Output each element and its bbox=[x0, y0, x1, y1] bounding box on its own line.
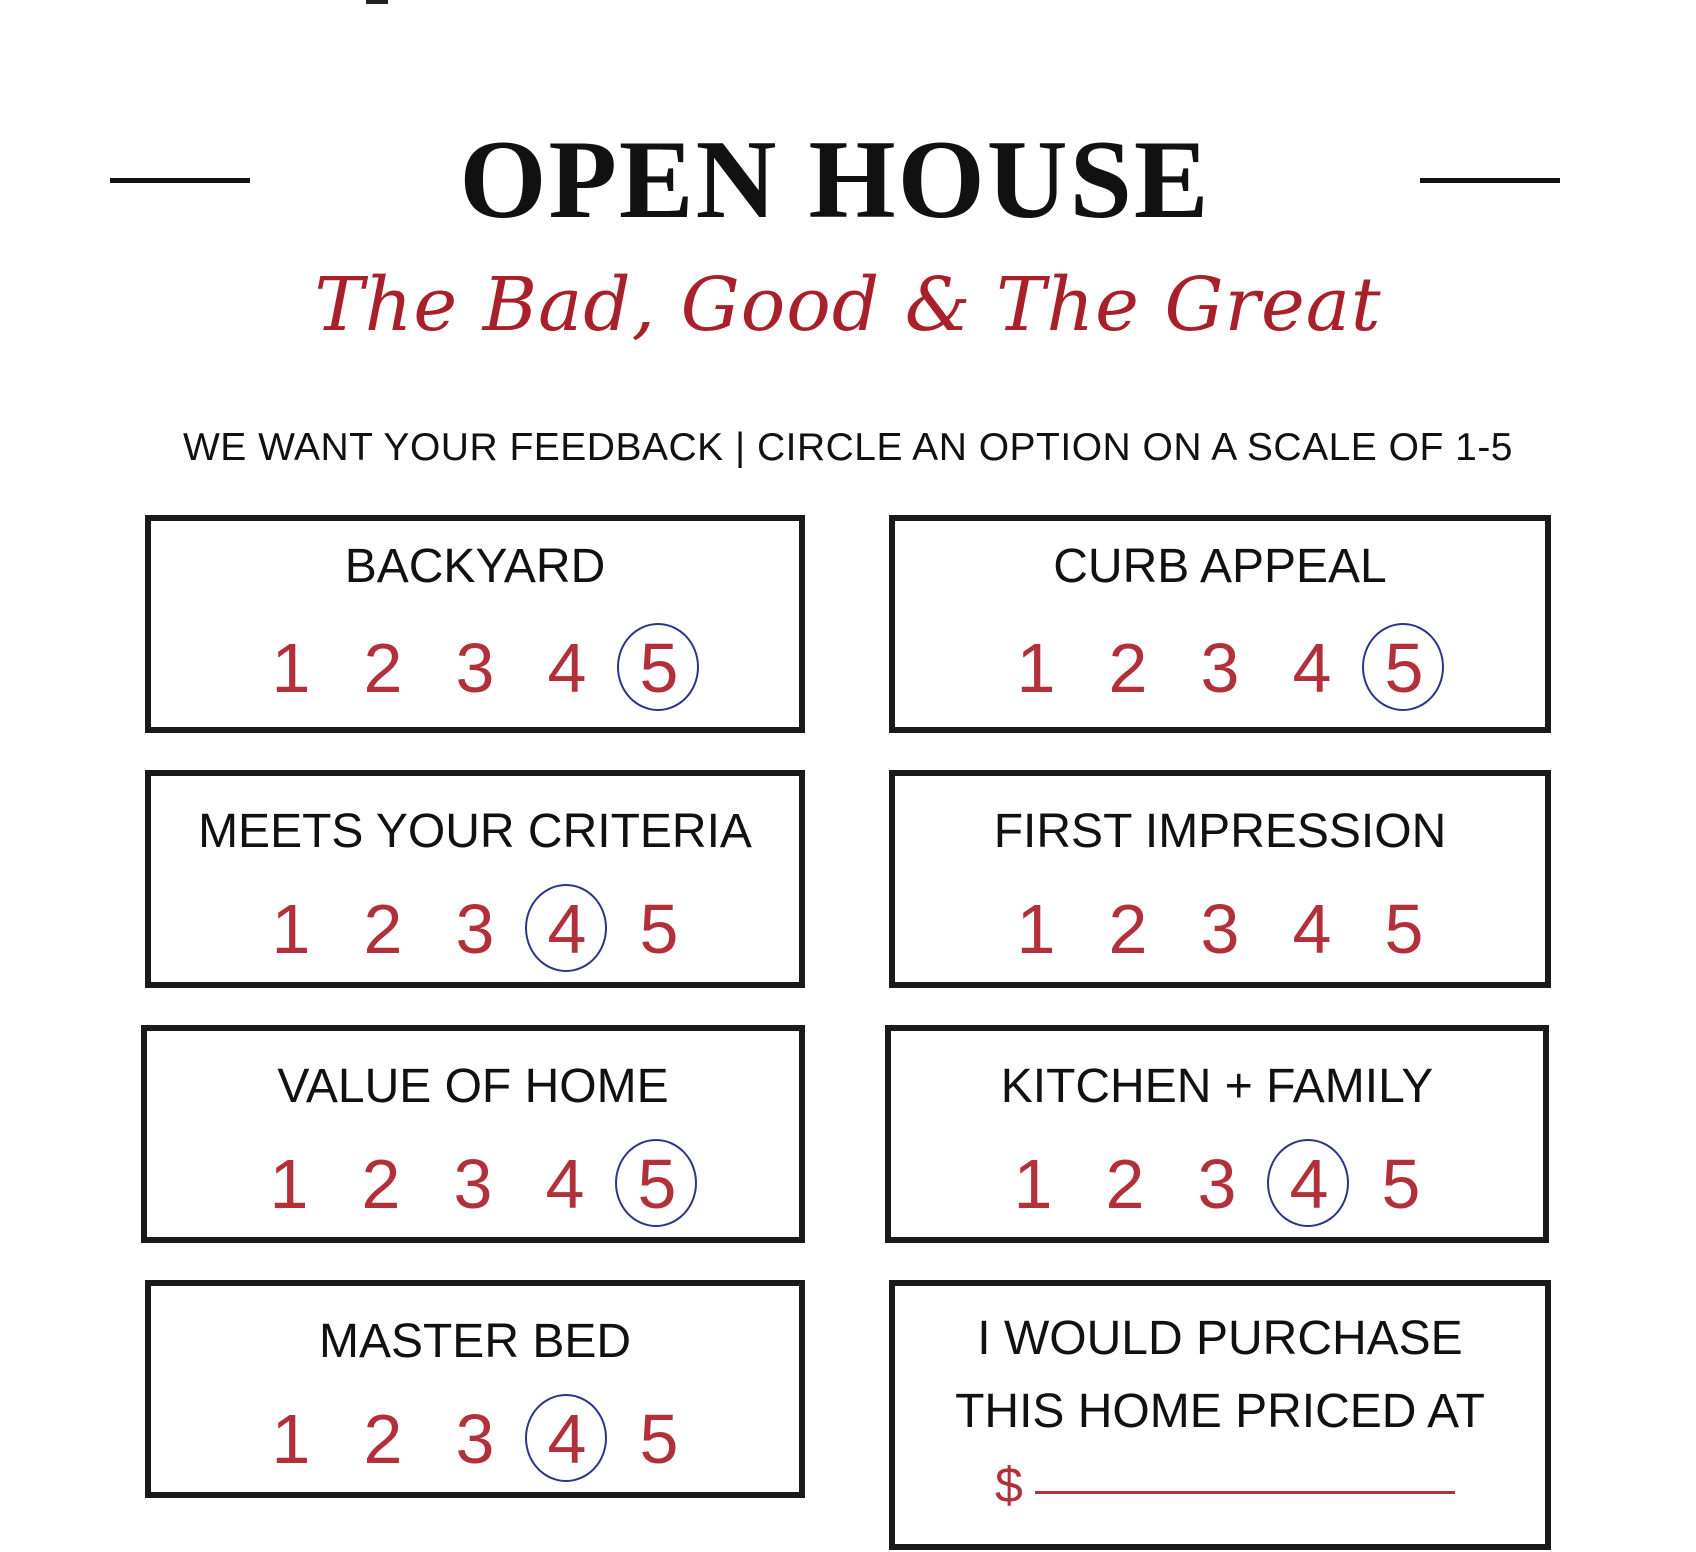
card-label: MASTER BED bbox=[318, 1315, 632, 1368]
rating-option-3[interactable]: 3 bbox=[453, 1145, 493, 1223]
card-label: BACKYARD bbox=[344, 540, 606, 593]
rating-option-2[interactable]: 2 bbox=[363, 890, 403, 968]
rating-option-5[interactable]: 5 bbox=[633, 1149, 681, 1219]
rating-option-5[interactable]: 5 bbox=[639, 1400, 679, 1478]
rating-option-5[interactable]: 5 bbox=[1381, 1145, 1421, 1223]
price-input-line[interactable] bbox=[1035, 1491, 1455, 1494]
rating-option-4[interactable]: 4 bbox=[543, 1404, 591, 1474]
rating-option-1[interactable]: 1 bbox=[1016, 890, 1056, 968]
rating-option-2[interactable]: 2 bbox=[1108, 890, 1148, 968]
card-label: CURB APPEAL bbox=[1053, 540, 1387, 593]
rating-card-curb-appeal bbox=[889, 515, 1551, 733]
rating-card-kitchen-family bbox=[885, 1025, 1549, 1243]
rating-option-4[interactable]: 4 bbox=[545, 1145, 585, 1223]
rating-option-4[interactable]: 4 bbox=[547, 629, 587, 707]
rating-option-5[interactable]: 5 bbox=[1380, 633, 1428, 703]
purchase-line-1: I WOULD PURCHASE bbox=[977, 1312, 1463, 1365]
card-label: VALUE OF HOME bbox=[277, 1060, 669, 1113]
rating-card-master-bed bbox=[145, 1280, 805, 1498]
rating-option-2[interactable]: 2 bbox=[1108, 629, 1148, 707]
rating-option-1[interactable]: 1 bbox=[271, 629, 311, 707]
rating-scale bbox=[895, 629, 1545, 707]
rating-option-1[interactable]: 1 bbox=[271, 890, 311, 968]
rating-option-5[interactable]: 5 bbox=[1384, 890, 1424, 968]
rating-scale bbox=[151, 629, 799, 707]
rating-option-4[interactable]: 4 bbox=[1292, 629, 1332, 707]
rating-option-3[interactable]: 3 bbox=[1200, 629, 1240, 707]
rating-scale bbox=[151, 890, 799, 968]
page-title: OPEN HOUSE bbox=[459, 118, 1211, 242]
rating-option-5[interactable]: 5 bbox=[635, 633, 683, 703]
rating-option-4[interactable]: 4 bbox=[1292, 890, 1332, 968]
rating-option-1[interactable]: 1 bbox=[1013, 1145, 1053, 1223]
rating-option-4[interactable]: 4 bbox=[543, 894, 591, 964]
rating-card-first-impression bbox=[889, 770, 1551, 988]
purchase-line-2: THIS HOME PRICED AT bbox=[955, 1385, 1485, 1438]
card-label: KITCHEN + FAMILY bbox=[1000, 1060, 1434, 1113]
rating-option-2[interactable]: 2 bbox=[1105, 1145, 1145, 1223]
rating-option-1[interactable]: 1 bbox=[271, 1400, 311, 1478]
rating-option-2[interactable]: 2 bbox=[363, 629, 403, 707]
instructions: WE WANT YOUR FEEDBACK | CIRCLE AN OPTION ON A SCALE OF 1-5 bbox=[182, 426, 1513, 469]
rating-scale bbox=[891, 1145, 1543, 1223]
rating-card-backyard bbox=[145, 515, 805, 733]
rating-option-5[interactable]: 5 bbox=[639, 890, 679, 968]
rating-option-4[interactable]: 4 bbox=[1285, 1149, 1333, 1219]
subtitle: The Bad, Good & The Great bbox=[314, 262, 1382, 348]
rating-scale bbox=[151, 1400, 799, 1478]
card-label: FIRST IMPRESSION bbox=[993, 805, 1447, 858]
rating-scale bbox=[895, 890, 1545, 968]
rating-option-1[interactable]: 1 bbox=[269, 1145, 309, 1223]
currency-symbol: $ bbox=[995, 1457, 1023, 1513]
rating-card-meets-your-criteria bbox=[145, 770, 805, 988]
rating-option-1[interactable]: 1 bbox=[1016, 629, 1056, 707]
card-label: MEETS YOUR CRITERIA bbox=[198, 805, 752, 858]
rating-option-2[interactable]: 2 bbox=[361, 1145, 401, 1223]
rating-scale bbox=[147, 1145, 799, 1223]
rating-option-3[interactable]: 3 bbox=[455, 629, 495, 707]
rating-option-3[interactable]: 3 bbox=[1197, 1145, 1237, 1223]
purchase-price-card bbox=[889, 1280, 1551, 1550]
rating-option-3[interactable]: 3 bbox=[455, 890, 495, 968]
scan-mark bbox=[366, 0, 388, 4]
title-rule-left bbox=[110, 178, 250, 183]
title-rule-right bbox=[1420, 178, 1560, 183]
rating-option-2[interactable]: 2 bbox=[363, 1400, 403, 1478]
rating-card-value-of-home bbox=[141, 1025, 805, 1243]
rating-option-3[interactable]: 3 bbox=[1200, 890, 1240, 968]
rating-option-3[interactable]: 3 bbox=[455, 1400, 495, 1478]
title-row bbox=[110, 95, 1560, 265]
